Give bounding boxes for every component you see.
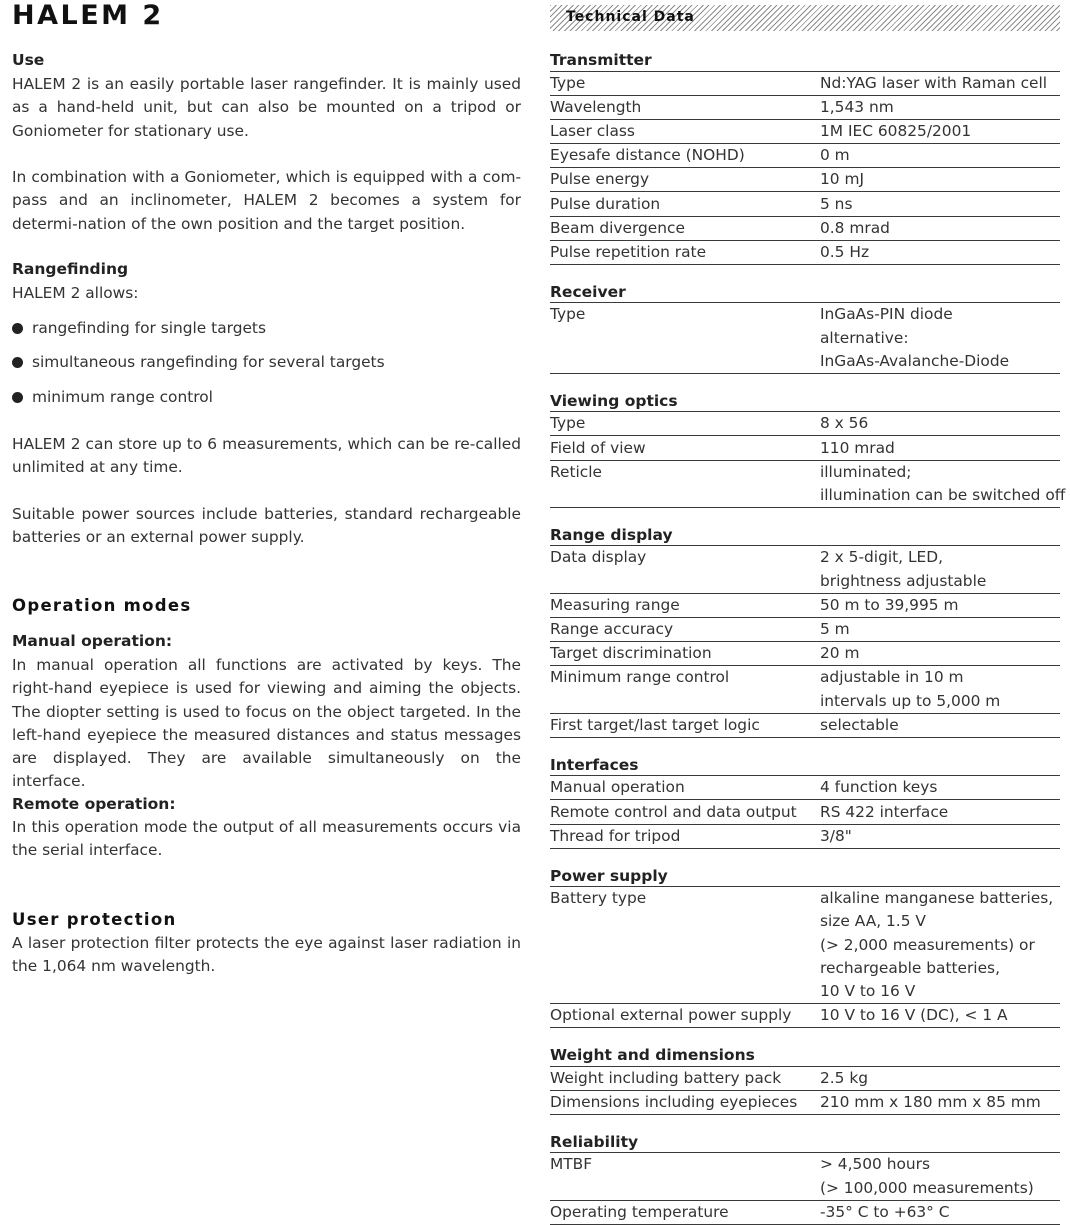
- spec-value: [820, 72, 1047, 95]
- spec-value-line: -35° C to +63° C: [820, 1202, 950, 1221]
- spec-value-line: Nd:YAG laser with Raman cell: [820, 73, 1048, 92]
- user-protection-text: A laser protection filter protects the eye against laser radiation in the 1,064 nm wavelength.: [12, 934, 521, 976]
- list-item: [12, 318, 266, 338]
- spec-value-line: intervals up to 5,000 m: [820, 691, 1001, 710]
- spec-label: Eyesafe distance (NOHD): [550, 146, 745, 165]
- table-row: [550, 1091, 1060, 1115]
- section-title: Receiver: [550, 282, 626, 301]
- section-title: Power supply: [550, 866, 668, 885]
- section-title: Transmitter: [550, 51, 652, 69]
- spec-label: Manual operation: [550, 778, 685, 797]
- use-paragraph-1: HALEM 2 is an easily portable laser rangefinder. It is mainly used as a hand-held unit, but can also be mounted on a tripod or Goniometer for stationary use.: [12, 75, 521, 140]
- spec-value: [820, 168, 864, 191]
- table-row: [550, 241, 1060, 265]
- technical-data-banner: [550, 5, 1060, 31]
- spec-value: [820, 642, 859, 665]
- spec-value-line: RS 422 interface: [820, 802, 949, 821]
- spec-value: [820, 714, 899, 737]
- spec-label: Reticle: [550, 462, 602, 481]
- spec-value: [820, 776, 937, 799]
- spec-value: [820, 461, 1065, 507]
- bullet-icon: [12, 323, 23, 334]
- spec-label: Range accuracy: [550, 620, 674, 638]
- table-row: [550, 714, 1060, 738]
- spec-value-line: 2 x 5-digit, LED,: [820, 548, 943, 567]
- list-item: [12, 387, 213, 407]
- table-row: [550, 193, 1060, 217]
- table-row: [550, 168, 1060, 192]
- bullet-icon: [12, 357, 23, 368]
- table-row: [550, 594, 1060, 618]
- table-row: [550, 217, 1060, 241]
- product-title: HALEM 2: [12, 0, 164, 31]
- spec-label: Weight including battery pack: [550, 1068, 782, 1087]
- spec-label: Pulse energy: [550, 170, 650, 189]
- spec-value: [820, 825, 852, 848]
- spec-label: Pulse duration: [550, 194, 661, 213]
- bullet-icon: [12, 392, 23, 403]
- spec-label: Type: [550, 73, 586, 92]
- section-title: Weight and dimensions: [550, 1046, 755, 1065]
- spec-value-line: 210 mm x 180 mm x 85 mm: [820, 1092, 1041, 1111]
- spec-label: Minimum range control: [550, 668, 730, 687]
- spec-value: [820, 666, 1000, 712]
- table-row: [550, 801, 1060, 825]
- table-row: [550, 303, 1060, 374]
- table-row: [550, 1153, 1060, 1200]
- spec-label: MTBF: [550, 1155, 593, 1174]
- spec-value-line: 110 mrad: [820, 438, 895, 457]
- spec-label: Operating temperature: [550, 1202, 729, 1221]
- storage-paragraph: HALEM 2 can store up to 6 measurements, which can be re-called unlimited at any time.: [12, 435, 521, 477]
- spec-value: [820, 1153, 1034, 1199]
- spec-value-line: 5 ns: [820, 194, 853, 213]
- section-title: Interfaces: [550, 755, 639, 774]
- power-paragraph: Suitable power sources include batteries, standard rechargeable batteries or an external power supply.: [12, 505, 521, 547]
- spec-value-line: 8 x 56: [820, 414, 869, 433]
- spec-label: Thread for tripod: [550, 826, 681, 845]
- spec-value: [820, 546, 986, 592]
- spec-value-line: 3/8": [820, 826, 852, 845]
- list-item: [12, 352, 385, 372]
- table-row: [550, 887, 1060, 1004]
- table-row: [550, 776, 1060, 800]
- spec-value-line: 10 V to 16 V (DC), < 1 A: [820, 1006, 1008, 1025]
- spec-value-line: 5 m: [820, 620, 850, 638]
- spec-label: Type: [550, 305, 586, 324]
- spec-value: [820, 1201, 950, 1224]
- spec-value-line: (> 100,000 measurements): [820, 1178, 1034, 1197]
- rangefinding-heading: Rangefinding: [12, 260, 129, 278]
- spec-label: Beam divergence: [550, 218, 685, 237]
- table-row: [550, 546, 1060, 593]
- remote-operation-heading: Remote operation:: [12, 795, 176, 813]
- table-row: [550, 1067, 1060, 1091]
- spec-value-line: 0.5 Hz: [820, 242, 870, 261]
- spec-label: Laser class: [550, 121, 635, 140]
- spec-value-line: alkaline manganese batteries,: [820, 889, 1054, 908]
- spec-value-line: alternative:: [820, 328, 909, 347]
- spec-value: [820, 594, 958, 617]
- spec-value: [820, 193, 852, 216]
- section-title: Reliability: [550, 1132, 639, 1151]
- spec-value: [820, 241, 869, 264]
- table-row: [550, 412, 1060, 436]
- spec-value-line: 50 m to 39,995 m: [820, 595, 959, 614]
- spec-value-line: 4 function keys: [820, 778, 938, 797]
- spec-value-line: 1M IEC 60825/2001: [820, 121, 972, 140]
- bullet-text: simultaneous rangefinding for several targets: [32, 353, 385, 371]
- table-row: [550, 96, 1060, 120]
- bullet-text: minimum range control: [32, 388, 213, 406]
- user-protection-heading: User protection: [12, 910, 177, 929]
- spec-value: [820, 217, 890, 240]
- section-title: Viewing optics: [550, 391, 678, 410]
- spec-value-line: adjustable in 10 m: [820, 668, 964, 687]
- spec-value-line: 10 mJ: [820, 170, 865, 189]
- table-row: [550, 666, 1060, 713]
- spec-label: Pulse repetition rate: [550, 242, 707, 261]
- spec-value: [820, 412, 868, 435]
- spec-value-line: brightness adjustable: [820, 571, 987, 590]
- spec-label: Data display: [550, 548, 647, 567]
- spec-value-line: 20 m: [820, 644, 860, 663]
- spec-value-line: InGaAs-PIN diode: [820, 305, 953, 324]
- spec-value: [820, 618, 850, 641]
- manual-operation-heading: Manual operation:: [12, 632, 173, 650]
- table-row: [550, 825, 1060, 849]
- spec-label: Battery type: [550, 889, 647, 908]
- table-row: [550, 1201, 1060, 1225]
- spec-value-line: size AA, 1.5 V: [820, 912, 926, 931]
- spec-label: Measuring range: [550, 595, 680, 614]
- table-row: [550, 461, 1066, 508]
- spec-value: [820, 1004, 1008, 1027]
- spec-value: [820, 96, 894, 119]
- rangefinding-intro: HALEM 2 allows:: [12, 284, 139, 302]
- spec-value-line: 0.8 mrad: [820, 218, 890, 237]
- table-row: [550, 618, 1060, 642]
- section-title: Range display: [550, 525, 673, 544]
- spec-value-line: selectable: [820, 715, 899, 734]
- spec-label: Remote control and data output: [550, 802, 797, 821]
- use-heading: Use: [12, 51, 45, 69]
- spec-value-line: illuminated;: [820, 462, 912, 481]
- table-row: [550, 120, 1060, 144]
- spec-label: Field of view: [550, 438, 646, 457]
- spec-label: Optional external power supply: [550, 1006, 792, 1025]
- spec-value-line: InGaAs-Avalanche-Diode: [820, 351, 1010, 370]
- spec-value: [820, 437, 895, 460]
- spec-value: [820, 1091, 1041, 1114]
- spec-value: [820, 303, 1009, 373]
- table-row: [550, 1004, 1060, 1028]
- spec-label: Dimensions including eyepieces: [550, 1092, 798, 1111]
- spec-label: Wavelength: [550, 97, 642, 116]
- bullet-text: rangefinding for single targets: [32, 319, 266, 337]
- spec-value: [820, 801, 948, 824]
- technical-data-title: Technical Data: [566, 9, 695, 25]
- manual-operation-text: In manual operation all functions are activated by keys. The right-hand eyepiece is used for viewing and aiming the objects. The diopter setting is used to focus on the object targeted. In the left-hand eyepiece the measured distances and status messages are displayed. They are available simultaneously on the interface.: [12, 656, 521, 791]
- spec-value-line: illumination can be switched off: [820, 485, 1066, 504]
- operation-modes-heading: Operation modes: [12, 596, 192, 615]
- spec-value: [820, 144, 850, 167]
- spec-value: [820, 1067, 868, 1090]
- spec-value: [820, 887, 1053, 1003]
- spec-label: First target/last target logic: [550, 715, 760, 734]
- use-paragraph-2: In combination with a Goniometer, which is equipped with a com-pass and an inclinometer, HALEM 2 becomes a system for determi-nation of the own position and the target position.: [12, 168, 521, 233]
- spec-value: [820, 120, 971, 143]
- spec-value-line: 0 m: [820, 146, 850, 165]
- remote-operation-text: In this operation mode the output of all measurements occurs via the serial interface.: [12, 818, 521, 860]
- spec-value-line: 2.5 kg: [820, 1068, 869, 1087]
- spec-value-line: 1,543 nm: [820, 97, 894, 116]
- spec-value-line: (> 2,000 measurements) or: [820, 935, 1035, 954]
- table-row: [550, 144, 1060, 168]
- spec-value-line: 10 V to 16 V: [820, 982, 916, 1000]
- table-row: [550, 437, 1060, 461]
- spec-value-line: rechargeable batteries,: [820, 958, 1000, 977]
- spec-value-line: > 4,500 hours: [820, 1155, 931, 1174]
- spec-label: Type: [550, 414, 586, 433]
- table-row: [550, 72, 1060, 96]
- spec-label: Target discrimination: [550, 644, 712, 663]
- table-row: [550, 642, 1060, 666]
